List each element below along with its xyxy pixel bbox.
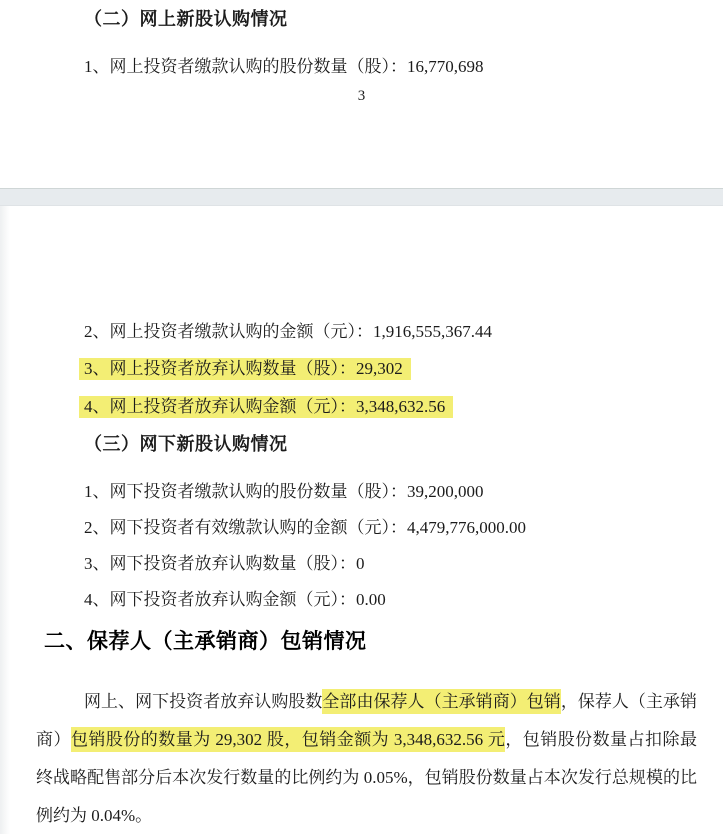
section-heading-online-subscription: （二）网上新股认购情况 xyxy=(84,9,288,29)
document-page-current xyxy=(0,206,723,834)
paragraph-segment: ，包销股份数量占扣除最终战略配售部分后本次发行数量的比例约为 0.05%，包销股份数量占本次发行总规模的比例约为 0.04%。 xyxy=(36,730,697,825)
page-break-gap xyxy=(0,188,723,206)
online-paid-shares-line: 1、网上投资者缴款认购的股份数量（股）：16,770,698 xyxy=(84,57,484,76)
online-abandoned-amount-line xyxy=(84,396,723,418)
paragraph-highlight-segment: 全部由保荐人（主承销商）包销 xyxy=(322,689,560,714)
paragraph-highlight-segment: 包销股份的数量为 29,302 股，包销金额为 3,348,632.56 元 xyxy=(71,727,505,752)
paragraph-segment: ，保荐人（主承销商） xyxy=(36,692,698,749)
offline-abandoned-amount-line: 4、网下投资者放弃认购金额（元）：0.00 xyxy=(84,590,386,609)
document-page-previous xyxy=(0,0,723,188)
online-abandoned-shares-line xyxy=(84,358,723,380)
offline-paid-amount-line: 2、网下投资者有效缴款认购的金额（元）：4,479,776,000.00 xyxy=(84,518,526,537)
online-paid-amount-line: 2、网上投资者缴款认购的金额（元）：1,916,555,367.44 xyxy=(84,322,492,341)
highlighted-text: 4、网上投资者放弃认购金额（元）：3,348,632.56 xyxy=(79,396,453,418)
page-number: 3 xyxy=(357,88,366,104)
offline-paid-shares-line: 1、网下投资者缴款认购的股份数量（股）：39,200,000 xyxy=(84,482,484,501)
section-heading-offline-subscription: （三）网下新股认购情况 xyxy=(84,434,288,454)
highlighted-text: 3、网上投资者放弃认购数量（股）：29,302 xyxy=(79,358,411,380)
underwriting-paragraph xyxy=(36,683,697,834)
chapter-heading-underwriting: 二、保荐人（主承销商）包销情况 xyxy=(44,629,367,653)
paragraph-segment: 网上、网下投资者放弃认购股数 xyxy=(84,692,323,711)
offline-abandoned-shares-line: 3、网下投资者放弃认购数量（股）：0 xyxy=(84,554,365,573)
